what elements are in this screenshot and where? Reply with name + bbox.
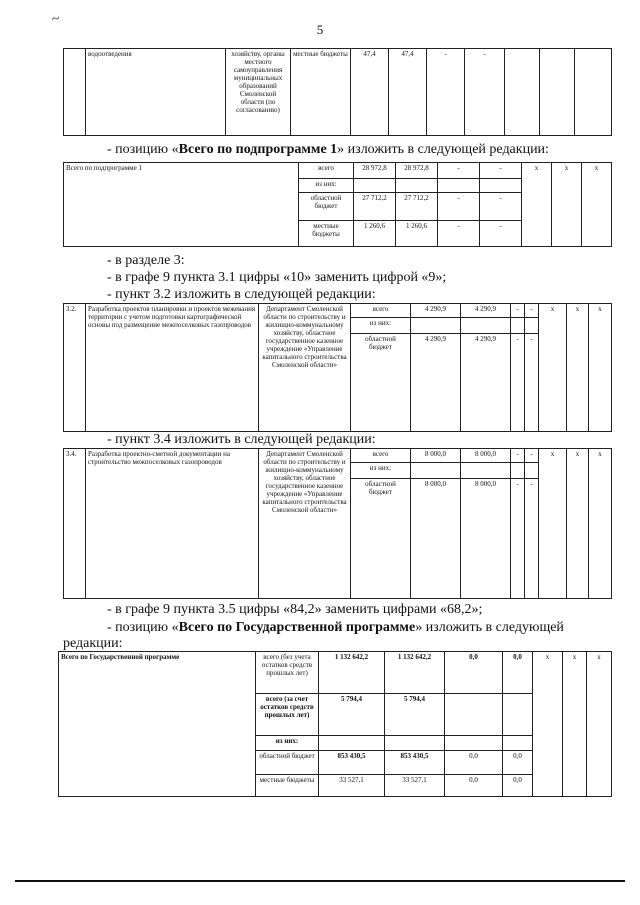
table-cell: 4 290,9 — [461, 334, 511, 432]
table-cell: 3.2. — [64, 304, 86, 432]
table-cell: 5 794,4 — [319, 694, 385, 736]
table-cell: местные бюджеты — [299, 221, 354, 247]
table-cell: - — [511, 304, 525, 318]
table-cell: 1 260,6 — [354, 221, 396, 247]
table-cell: - — [511, 334, 525, 432]
table-cell: всего — [351, 449, 411, 463]
table-cell: из них: — [351, 463, 411, 479]
table-cell: из них: — [299, 179, 354, 193]
table-cell: 0,0 — [503, 751, 533, 775]
scan-mark: ~ — [50, 11, 61, 28]
table-cell: х — [552, 163, 582, 247]
table-cell: областной бюджет — [351, 479, 411, 599]
table-cell: 0,0 — [445, 751, 503, 775]
table-cell: 0,0 — [445, 775, 503, 797]
table-cell: 28 972,8 — [354, 163, 396, 179]
table-cell: 27 712,2 — [396, 193, 438, 221]
cell-executor: хозяйству, органы местного самоуправления муниципальных образований Смоленской области (по согласованию) — [226, 49, 291, 136]
item-3-4-table — [63, 448, 612, 599]
table-cell: 28 972,8 — [396, 163, 438, 179]
table-cell: - — [438, 193, 480, 221]
paragraph-section3: - в разделе 3: — [107, 253, 185, 268]
gov-total-table — [58, 651, 612, 797]
table-cell: - — [525, 449, 539, 463]
table-cell: х — [567, 449, 589, 599]
table-cell: 4 290,9 — [461, 304, 511, 318]
table-cell: х — [567, 304, 589, 432]
table-cell: 1 132 642,2 — [319, 652, 385, 694]
cell-value: - — [465, 49, 505, 136]
table-cell: - — [525, 334, 539, 432]
table-cell: - — [525, 304, 539, 318]
paragraph-gov-total: - позицию «Всего по Государственной программе» изложить в следующей — [107, 620, 564, 635]
cell-num — [64, 49, 86, 136]
table-cell: 8 000,0 — [411, 449, 461, 463]
table-cell: всего — [299, 163, 354, 179]
table-cell: - — [480, 221, 522, 247]
table-cell: х — [589, 304, 612, 432]
row-label: Всего по Государственной программе — [59, 652, 256, 797]
item-3-2-table — [63, 303, 612, 432]
table-cell: - — [525, 479, 539, 599]
cell-source: местные бюджеты — [291, 49, 351, 136]
table-cell: 4 290,9 — [411, 334, 461, 432]
table-cell: областной бюджет — [256, 751, 319, 775]
paragraph-item32: - пункт 3.2 изложить в следующей редакции: — [107, 287, 376, 302]
paragraph-item35: - в графе 9 пункта 3.5 цифры «84,2» заменить цифрами «68,2»; — [107, 602, 483, 617]
footer-rule — [15, 880, 625, 882]
cell-value: - — [427, 49, 465, 136]
page-number: 5 — [316, 22, 324, 37]
table-cell: 8 000,0 — [461, 479, 511, 599]
table-cell: 4 290,9 — [411, 304, 461, 318]
table-cell: - — [511, 479, 525, 599]
cell-name: водоотведения — [86, 49, 226, 136]
table-cell: 0,0 — [445, 652, 503, 694]
table-cell: всего — [351, 304, 411, 318]
subprogram-total-table — [63, 162, 612, 247]
table-cell: х — [533, 652, 563, 797]
table-cell: 8 000,0 — [461, 449, 511, 463]
paragraph-item34: - пункт 3.4 изложить в следующей редакции: — [107, 432, 376, 447]
cell-value: 47,4 — [389, 49, 427, 136]
table-cell: х — [539, 304, 567, 432]
table-cell: из них: — [351, 318, 411, 334]
table-cell: - — [438, 221, 480, 247]
table-cell: Разработка проектно-сметной документации на строительство межпоселковых газопроводов — [86, 449, 259, 599]
table-cell: 853 430,5 — [385, 751, 445, 775]
table-cell: из них: — [256, 736, 319, 751]
table-cell: 0,0 — [503, 775, 533, 797]
paragraph-item31: - в графе 9 пункта 3.1 цифры «10» заменить цифрой «9»; — [107, 270, 447, 285]
table-cell: - — [511, 449, 525, 463]
row-label: Всего по подпрограмме 1 — [64, 163, 299, 247]
table-cell: х — [587, 652, 612, 797]
table-cell: местные бюджеты — [256, 775, 319, 797]
table-cell: 33 527,1 — [385, 775, 445, 797]
paragraph-gov-total-line2: редакции: — [63, 636, 123, 651]
table-cell: 27 712,2 — [354, 193, 396, 221]
table-cell: Департамент Смоленской области по строительству и жилищно-коммунальному хозяйству, областное государственное казенное учреждение «Управление капитального строительства Смоленской области» — [259, 304, 351, 432]
table-cell: всего (за счет остатков средств прошлых лет) — [256, 694, 319, 736]
table-cell: 5 794,4 — [385, 694, 445, 736]
table-cell: Департамент Смоленской области по строительству и жилищно-коммунальному хозяйству, областное государственное казенное учреждение «Управление капитального строительства Смоленской области» — [259, 449, 351, 599]
table-cell: 3.4. — [64, 449, 86, 599]
table-cell: областной бюджет — [351, 334, 411, 432]
table-cell: всего (без учета остатков средств прошлых лет) — [256, 652, 319, 694]
table-cell: х — [582, 163, 612, 247]
table-cell: Разработка проектов планировки и проектов межевания территории с учетом подготовки картографической основы под размещение межпоселковых газопроводов — [86, 304, 259, 432]
table-cell: х — [589, 449, 612, 599]
table-cell: 1 260,6 — [396, 221, 438, 247]
table-cell: - — [480, 193, 522, 221]
table-cell: х — [522, 163, 552, 247]
table-cell: 0,0 — [503, 652, 533, 694]
table-cell: - — [480, 163, 522, 179]
table-cell: 853 430,5 — [319, 751, 385, 775]
table-cell: 33 527,1 — [319, 775, 385, 797]
cell-value: 47,4 — [351, 49, 389, 136]
table-cell: х — [563, 652, 587, 797]
paragraph-subtotal: - позицию «Всего по подпрограмме 1» изложить в следующей редакции: — [107, 142, 549, 157]
table-cell: областной бюджет — [299, 193, 354, 221]
top-table — [63, 48, 612, 136]
table-cell: 1 132 642,2 — [385, 652, 445, 694]
table-cell: х — [539, 449, 567, 599]
table-cell: 8 000,0 — [411, 479, 461, 599]
table-cell: - — [438, 163, 480, 179]
